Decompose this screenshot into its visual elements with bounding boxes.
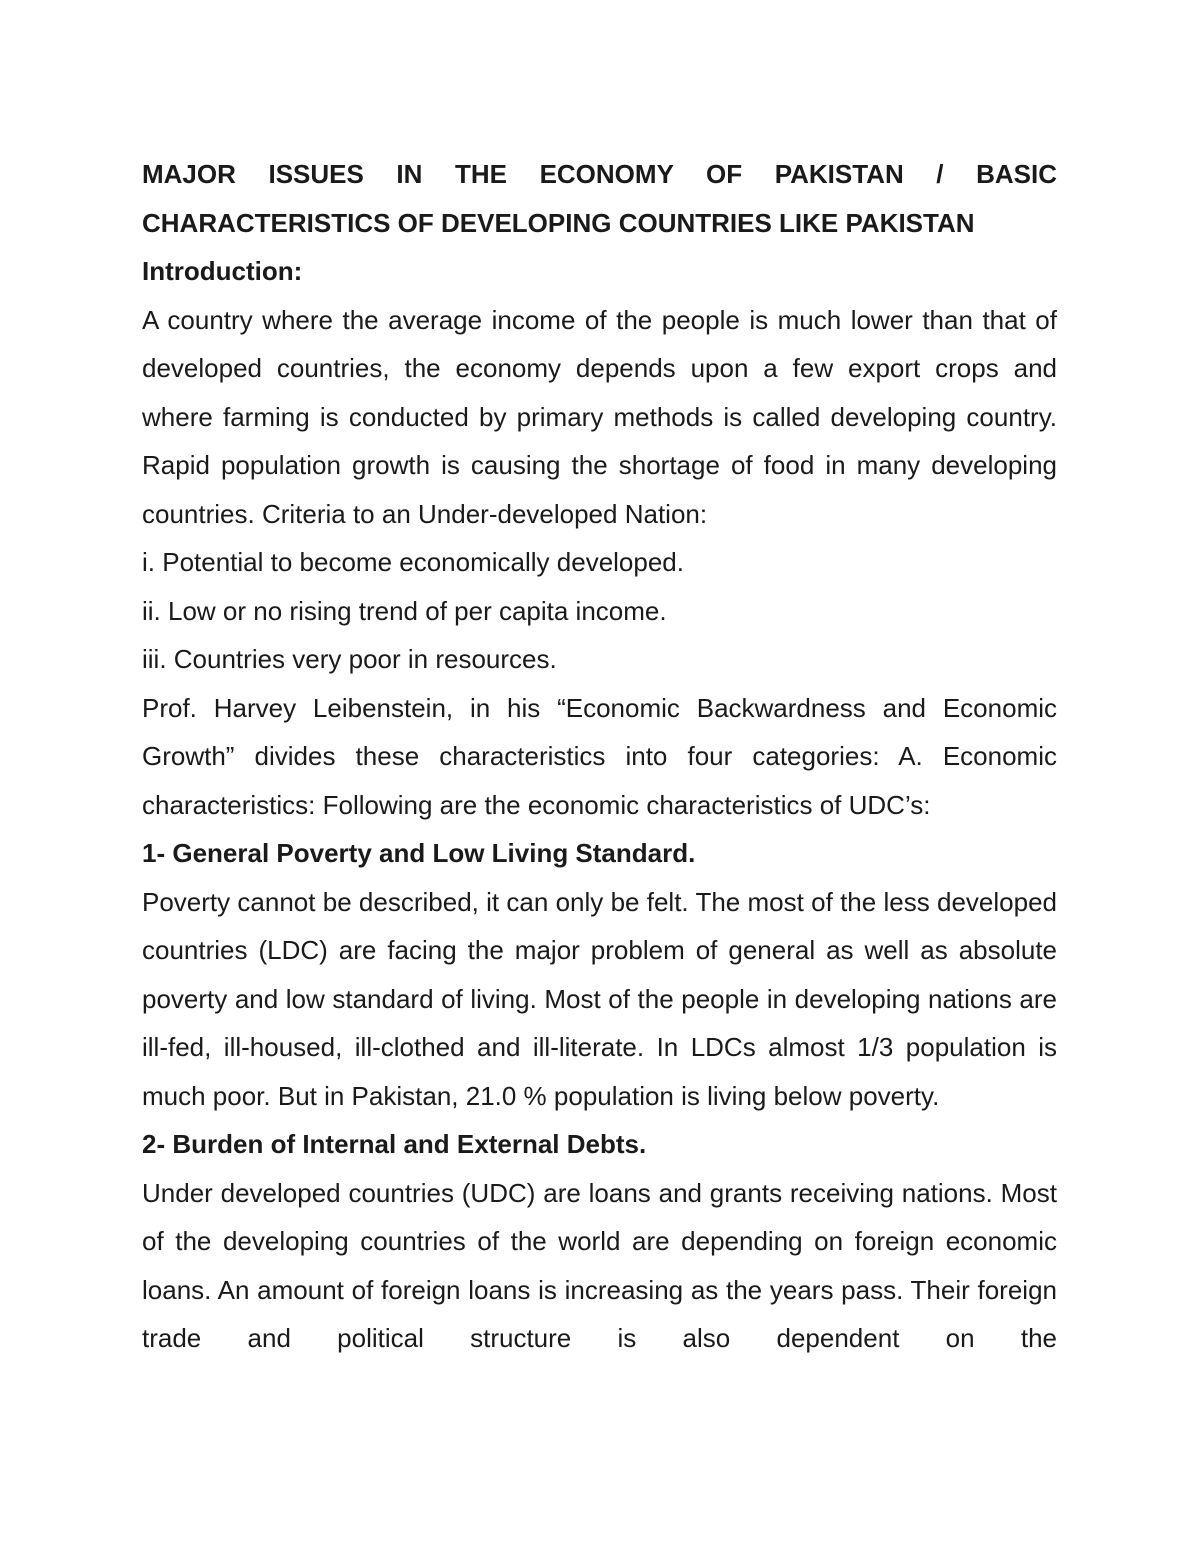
document-title: MAJOR ISSUES IN THE ECONOMY OF PAKISTAN / BASIC CHARACTERISTICS OF DEVELOPING COUNTRIES LIKE PAKISTAN bbox=[142, 159, 1057, 238]
section-heading-poverty: 1- General Poverty and Low Living Standard. bbox=[142, 838, 696, 868]
leibenstein-paragraph: Prof. Harvey Leibenstein, in his “Economic Backwardness and Economic Growth” divides these characteristics into four categories: A. Economic characteristics: Following are the economic characteristics of UDC’s: bbox=[142, 692, 1057, 820]
section-heading-debts: 2- Burden of Internal and External Debts. bbox=[142, 1129, 647, 1159]
criteria-item: iii. Countries very poor in resources. bbox=[142, 644, 557, 674]
intro-heading: Introduction: bbox=[142, 256, 303, 286]
section-body-debts: Under developed countries (UDC) are loans and grants receiving nations. Most of the developing countries of the world are depending on foreign economic loans. An amount of foreign loans is increasing as the years pass. Their foreign trade and political structure is also dependent on the bbox=[142, 1177, 1057, 1353]
document-page bbox=[142, 150, 1057, 1363]
criteria-item: i. Potential to become economically developed. bbox=[142, 547, 684, 577]
intro-paragraph: A country where the average income of the people is much lower than that of developed countries, the economy depends upon a few export crops and where farming is conducted by primary methods is called developing country. Rapid population growth is causing the shortage of food in many developing countries. Criteria to an Under-developed Nation: bbox=[142, 304, 1057, 529]
criteria-item: ii. Low or no rising trend of per capita income. bbox=[142, 595, 667, 626]
section-body-poverty: Poverty cannot be described, it can only be felt. The most of the less developed countries (LDC) are facing the major problem of general as well as absolute poverty and low standard of living. Most of the people in developing nations are ill-fed, ill-housed, ill-clothed and ill-literate. In LDCs almost 1/3 population is much poor. But in Pakistan, 21.0 % population is living below poverty. bbox=[142, 886, 1057, 1111]
